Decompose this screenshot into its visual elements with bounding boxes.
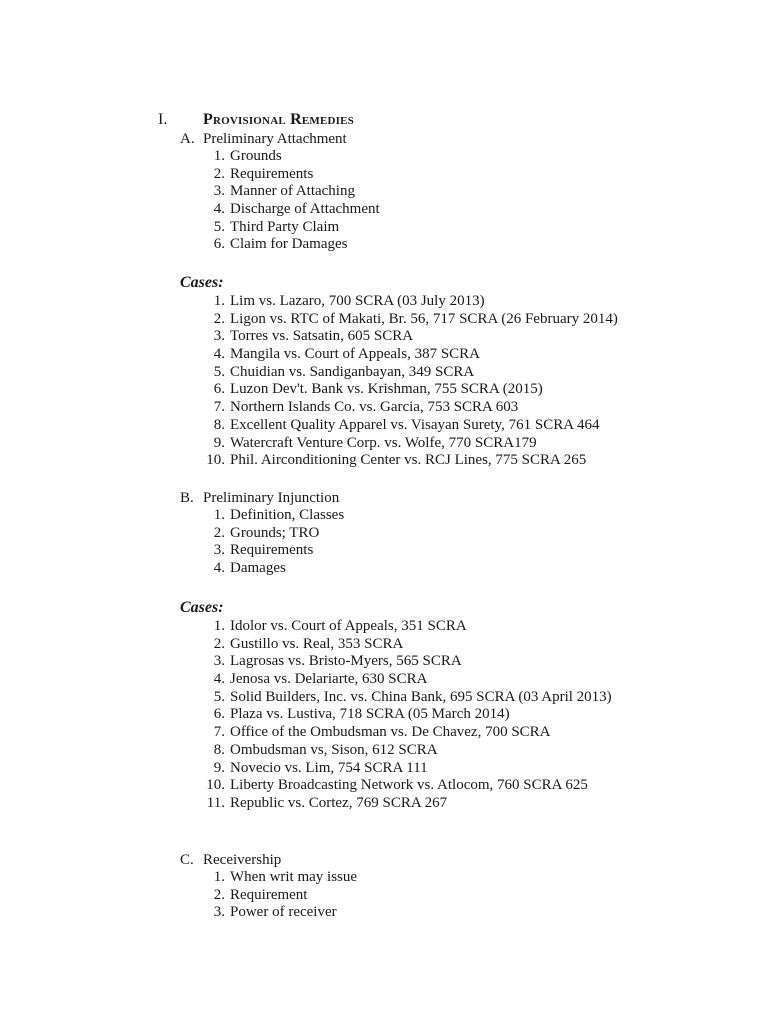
subsection-c xyxy=(180,851,357,922)
list-item-number: 1. xyxy=(213,293,225,309)
list-item-text: Ligon vs. RTC of Makati, Br. 56, 717 SCRA (26 February 2014) xyxy=(230,310,618,327)
list-item-number: 3. xyxy=(213,183,225,200)
subsection-a-title: Preliminary Attachment xyxy=(203,131,347,147)
list-item-number: 2. xyxy=(213,635,225,652)
cases-a-item-9 xyxy=(180,435,618,453)
list-item-number: 4. xyxy=(213,346,225,363)
cases-a xyxy=(180,273,618,470)
list-item-text: Idolor vs. Court of Appeals, 351 SCRA xyxy=(230,618,467,634)
list-item-text: Lagrosas vs. Bristo-Myers, 565 SCRA xyxy=(230,653,462,670)
list-item-number: 3. xyxy=(213,904,225,921)
cases-a-list xyxy=(180,293,618,470)
subsection-a-item-3 xyxy=(180,183,380,201)
list-item-text: Requirements xyxy=(230,165,314,182)
list-item-number: 7. xyxy=(213,399,225,416)
list-item-text: Claim for Damages xyxy=(230,236,348,253)
list-item-number: 6. xyxy=(213,381,225,398)
list-item-text: Discharge of Attachment xyxy=(230,201,380,218)
list-item-text: Requirements xyxy=(230,542,314,559)
list-item-number: 4. xyxy=(213,201,225,218)
list-item-number: 1. xyxy=(213,148,225,164)
list-item-text: Republic vs. Cortez, 769 SCRA 267 xyxy=(230,794,448,811)
subsection-c-list xyxy=(180,869,357,922)
list-item-text: Grounds xyxy=(230,148,282,164)
list-item-number: 5. xyxy=(213,218,225,235)
cases-b-item-5 xyxy=(180,689,612,707)
list-item-text: Plaza vs. Lustiva, 718 SCRA (05 March 2014) xyxy=(230,706,510,723)
list-item-text: Luzon Dev't. Bank vs. Krishman, 755 SCRA (2015) xyxy=(230,381,543,398)
list-item-number: 2. xyxy=(213,310,225,327)
subsection-c-item-2 xyxy=(180,887,357,905)
list-item-number: 5. xyxy=(213,363,225,380)
list-item-text: Manner of Attaching xyxy=(230,183,355,200)
list-item-text: Power of receiver xyxy=(230,904,337,921)
cases-b-item-1 xyxy=(180,618,612,636)
subsection-c-item-1 xyxy=(180,869,357,887)
subsection-a-item-2 xyxy=(180,166,380,184)
cases-b-item-11 xyxy=(180,795,612,813)
list-item-number: 8. xyxy=(213,416,225,433)
list-item-number: 2. xyxy=(213,524,225,541)
list-item-number: 7. xyxy=(213,724,225,741)
subsection-a-item-5 xyxy=(180,219,380,237)
list-item-text: Definition, Classes xyxy=(230,507,345,523)
list-item-number: 10. xyxy=(206,777,225,794)
subsection-a-item-6 xyxy=(180,236,380,254)
cases-b-list xyxy=(180,618,612,813)
list-item-text: Novecio vs. Lim, 754 SCRA 111 xyxy=(230,759,428,776)
subsection-b-list xyxy=(180,507,344,578)
section-numeral: I. xyxy=(158,111,168,128)
list-item-number: 10. xyxy=(206,452,225,469)
list-item-text: Grounds; TRO xyxy=(230,524,320,541)
cases-b xyxy=(180,598,612,813)
subsection-a xyxy=(180,130,380,254)
list-item-number: 4. xyxy=(213,560,225,577)
cases-a-item-1 xyxy=(180,293,618,311)
subsection-a-item-4 xyxy=(180,201,380,219)
subsection-b-heading xyxy=(180,489,344,507)
list-item-text: Requirement xyxy=(230,886,308,903)
list-item-number: 1. xyxy=(213,618,225,634)
list-item-text: Phil. Airconditioning Center vs. RCJ Lines, 775 SCRA 265 xyxy=(230,452,587,469)
list-item-number: 9. xyxy=(213,759,225,776)
list-item-text: Office of the Ombudsman vs. De Chavez, 700 SCRA xyxy=(230,724,551,741)
list-item-number: 11. xyxy=(206,794,225,811)
subsection-a-heading xyxy=(180,130,380,148)
subsection-a-list xyxy=(180,148,380,254)
list-item-number: 2. xyxy=(213,165,225,182)
cases-b-item-2 xyxy=(180,636,612,654)
list-item-number: 6. xyxy=(213,706,225,723)
list-item-number: 4. xyxy=(213,671,225,688)
cases-b-item-6 xyxy=(180,706,612,724)
cases-b-item-10 xyxy=(180,777,612,795)
list-item-text: Excellent Quality Apparel vs. Visayan Surety, 761 SCRA 464 xyxy=(230,416,600,433)
list-item-text: Lim vs. Lazaro, 700 SCRA (03 July 2013) xyxy=(230,293,485,309)
subsection-a-item-1 xyxy=(180,148,380,166)
list-item-number: 6. xyxy=(213,236,225,253)
list-item-text: Torres vs. Satsatin, 605 SCRA xyxy=(230,328,414,345)
list-item-number: 2. xyxy=(213,886,225,903)
cases-b-item-7 xyxy=(180,724,612,742)
list-item-text: Damages xyxy=(230,560,286,577)
list-item-number: 5. xyxy=(213,688,225,705)
list-item-number: 1. xyxy=(213,869,225,885)
subsection-b-item-2 xyxy=(180,525,344,543)
subsection-c-heading xyxy=(180,851,357,869)
list-item-number: 9. xyxy=(213,434,225,451)
cases-b-item-3 xyxy=(180,653,612,671)
section-title: Provisional Remedies xyxy=(203,111,354,128)
cases-a-item-2 xyxy=(180,311,618,329)
cases-a-item-6 xyxy=(180,381,618,399)
cases-b-item-8 xyxy=(180,742,612,760)
subsection-c-title: Receivership xyxy=(203,852,282,868)
list-item-text: Ombudsman vs, Sison, 612 SCRA xyxy=(230,741,438,758)
cases-a-item-8 xyxy=(180,417,618,435)
cases-a-item-10 xyxy=(180,452,618,470)
list-item-text: When writ may issue xyxy=(230,869,358,885)
cases-b-label: Cases: xyxy=(180,599,224,616)
list-item-number: 1. xyxy=(213,507,225,523)
cases-a-item-3 xyxy=(180,328,618,346)
cases-b-item-9 xyxy=(180,760,612,778)
cases-a-item-4 xyxy=(180,346,618,364)
cases-b-item-4 xyxy=(180,671,612,689)
subsection-b xyxy=(180,489,344,578)
subsection-c-letter: C. xyxy=(180,852,194,868)
subsection-b-item-1 xyxy=(180,507,344,525)
subsection-c-item-3 xyxy=(180,904,357,922)
list-item-text: Chuidian vs. Sandiganbayan, 349 SCRA xyxy=(230,363,475,380)
list-item-text: Jenosa vs. Delariarte, 630 SCRA xyxy=(230,671,428,688)
list-item-text: Mangila vs. Court of Appeals, 387 SCRA xyxy=(230,346,480,363)
list-item-number: 8. xyxy=(213,741,225,758)
list-item-number: 3. xyxy=(213,328,225,345)
cases-a-label: Cases: xyxy=(180,274,224,291)
list-item-text: Northern Islands Co. vs. Garcia, 753 SCRA 603 xyxy=(230,399,519,416)
cases-a-item-5 xyxy=(180,364,618,382)
subsection-b-item-4 xyxy=(180,560,344,578)
list-item-number: 3. xyxy=(213,653,225,670)
cases-a-item-7 xyxy=(180,399,618,417)
subsection-a-letter: A. xyxy=(180,131,195,147)
subsection-b-title: Preliminary Injunction xyxy=(203,490,340,506)
list-item-text: Liberty Broadcasting Network vs. Atlocom, 760 SCRA 625 xyxy=(230,777,588,794)
subsection-b-letter: B. xyxy=(180,490,194,506)
list-item-text: Gustillo vs. Real, 353 SCRA xyxy=(230,635,404,652)
list-item-number: 3. xyxy=(213,542,225,559)
list-item-text: Third Party Claim xyxy=(230,218,340,235)
list-item-text: Watercraft Venture Corp. vs. Wolfe, 770 SCRA179 xyxy=(230,434,537,451)
subsection-b-item-3 xyxy=(180,542,344,560)
list-item-text: Solid Builders, Inc. vs. China Bank, 695 SCRA (03 April 2013) xyxy=(230,688,612,705)
